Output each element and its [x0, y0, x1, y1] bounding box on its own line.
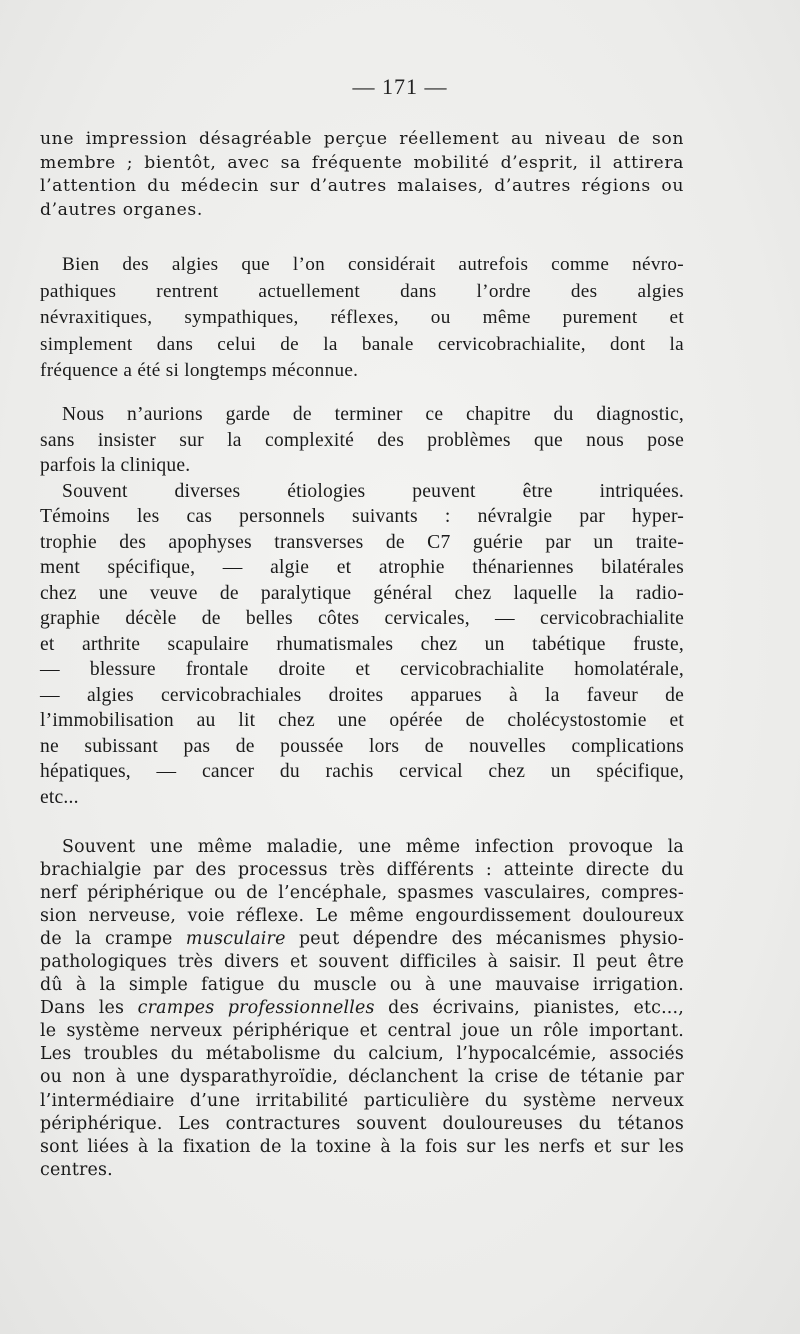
- paragraph-2: [40, 252, 684, 385]
- text-line: névraxitiques, sympathiques, réflexes, ou même purement et: [40, 307, 684, 328]
- text-line: brachialgie par des processus très différents : atteinte directe du: [40, 860, 684, 881]
- text-line: pathologiques très divers et souvent difficiles à saisir. Il peut être: [40, 952, 684, 973]
- paragraph-4: [40, 836, 684, 1182]
- text-line: trophie des apophyses transverses de C7 guérie par un traite-: [40, 531, 684, 553]
- text-segment: de la crampe: [40, 929, 186, 950]
- text-segment: Dans les: [40, 998, 138, 1019]
- text-line: simplement dans celui de la banale cervicobrachialite, dont la: [40, 333, 684, 355]
- text-line: périphérique. Les contractures souvent douloureuses du tétanos: [40, 1113, 684, 1134]
- text-line: Témoins les cas personnels suivants : névralgie par hyper-: [40, 506, 684, 527]
- italic-term: musculaire: [185, 929, 286, 950]
- text-line: chez une veuve de paralytique général chez laquelle la radio-: [40, 582, 684, 604]
- text-line: [40, 997, 684, 1020]
- text-line: pathiques rentrent actuellement dans l’ordre des algies: [40, 280, 684, 302]
- text-line: dû à la simple fatigue du muscle ou à une mauvaise irrigation.: [40, 975, 684, 996]
- page-number: — 171 —: [352, 74, 448, 99]
- text-line: Souvent une même maladie, une même infection provoque la: [62, 837, 684, 857]
- text-line: sont liées à la fixation de la toxine à la fois sur les nerfs et sur les: [40, 1136, 684, 1157]
- text-line: centres.: [40, 1159, 113, 1180]
- text-line: — blessure frontale droite et cervicobrachialite homolatérale,: [40, 659, 684, 680]
- text-line: — algies cervicobrachiales droites apparues à la faveur de: [40, 684, 684, 706]
- text-line: l’attention du médecin sur d’autres malaises, d’autres régions ou: [40, 176, 684, 197]
- text-line: graphie décèle de belles côtes cervicales, — cervicobrachialite: [40, 608, 684, 629]
- text-line: Souvent diverses étiologies peuvent être intriquées.: [62, 480, 684, 502]
- text-line: le système nerveux périphérique et central joue un rôle important.: [40, 1021, 684, 1042]
- text-line: Bien des algies que l’on considérait autrefois comme névro-: [62, 254, 684, 275]
- text-segment: des écrivains, pianistes, etc...,: [374, 998, 684, 1019]
- text-line: l’immobilisation au lit chez une opérée de cholécystostomie et: [40, 710, 684, 731]
- paragraph-1: [40, 128, 684, 222]
- text-line: ne subissant pas de poussée lors de nouvelles complications: [40, 735, 684, 757]
- text-segment: peut dépendre des mécanismes physio-: [285, 929, 685, 950]
- text-line: hépatiques, — cancer du rachis cervical chez un spécifique,: [40, 761, 684, 782]
- text-line: etc...: [40, 786, 79, 808]
- text-line: parfois la clinique.: [40, 455, 191, 476]
- text-line: nerf périphérique ou de l’encéphale, spasmes vasculaires, compres-: [40, 883, 684, 904]
- paragraph-3: [40, 402, 684, 810]
- text-line: Les troubles du métabolisme du calcium, l’hypocalcémie, associés: [40, 1044, 684, 1065]
- text-line: membre ; bientôt, avec sa fréquente mobilité d’esprit, il attirera: [40, 152, 684, 173]
- text-line: sans insister sur la complexité des problèmes que nous pose: [40, 429, 684, 451]
- text-line: [40, 928, 684, 951]
- text-line: et arthrite scapulaire rhumatismales chez un tabétique fruste,: [40, 633, 684, 655]
- text-line: ment spécifique, — algie et atrophie thénariennes bilatérales: [40, 557, 684, 578]
- text-line: une impression désagréable perçue réellement au niveau de son: [40, 129, 684, 149]
- italic-term: crampes professionnelles: [137, 998, 375, 1019]
- text-line: d’autres organes.: [40, 199, 203, 220]
- text-line: Nous n’aurions garde de terminer ce chapitre du diagnostic,: [62, 404, 684, 425]
- text-line: sion nerveuse, voie réflexe. Le même engourdissement douloureux: [40, 906, 684, 927]
- text-line: fréquence a été si longtemps méconnue.: [40, 360, 359, 381]
- text-line: ou non à une dysparathyroïdie, déclanchent la crise de tétanie par: [40, 1067, 684, 1088]
- text-line: l’intermédiaire d’une irritabilité particulière du système nerveux: [40, 1090, 684, 1111]
